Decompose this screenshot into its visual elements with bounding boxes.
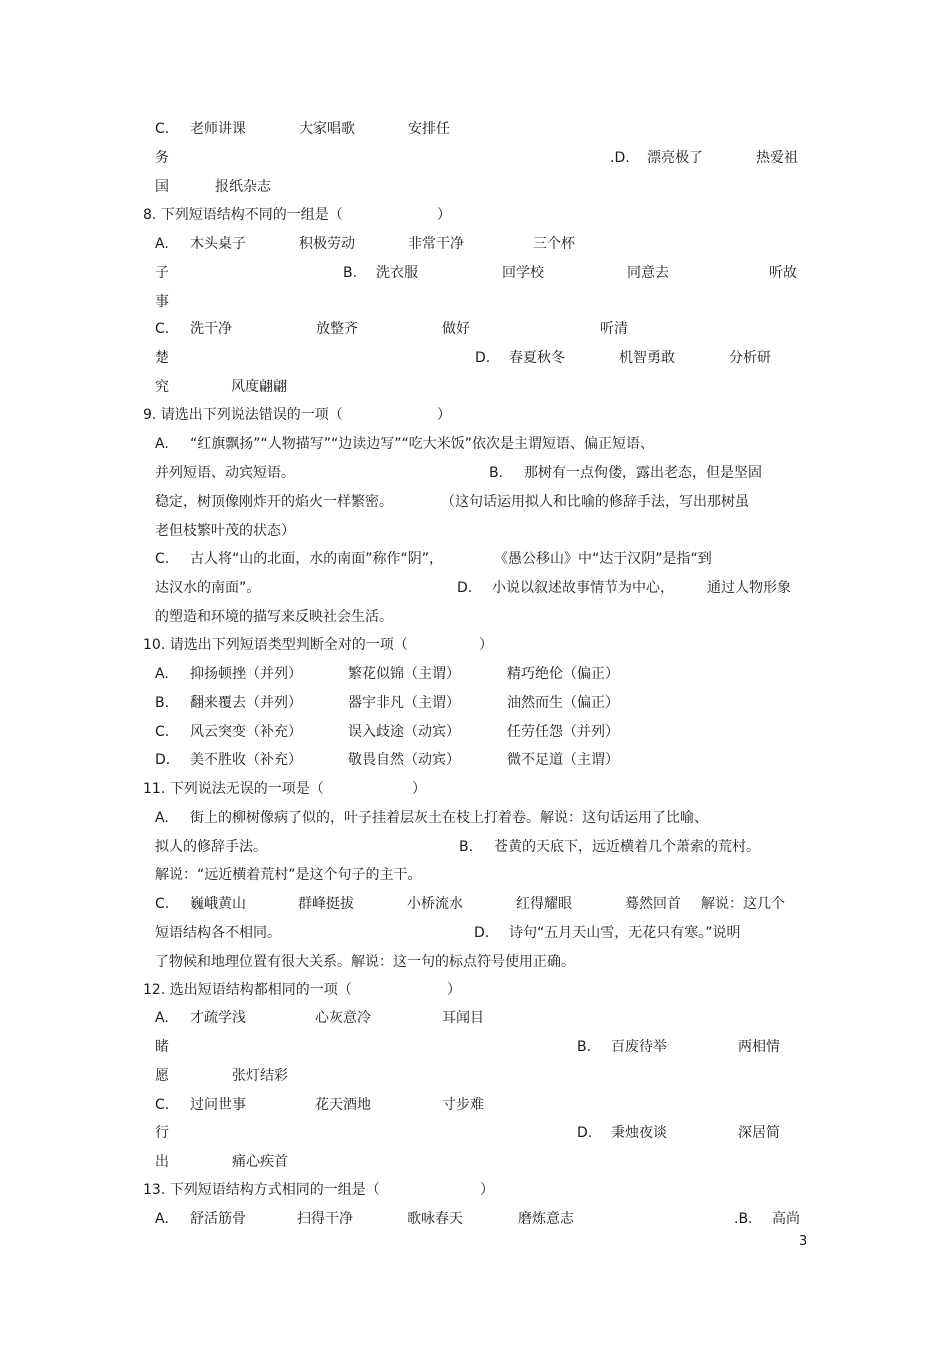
text-l09-seg-3: 春夏秋冬 bbox=[509, 350, 565, 366]
text-l14-seg-1: 稳定，树顶像刚炸开的焰火一样繁密。 bbox=[155, 494, 393, 510]
text-l22-seg-3: 误入歧途（动宾） bbox=[348, 724, 460, 740]
text-l10-seg-2: 风度翩翩 bbox=[231, 379, 287, 395]
text-l09-seg-2: D. bbox=[475, 350, 491, 366]
text-l08-seg-5: 听清 bbox=[600, 321, 628, 337]
text-l06-seg-4: 回学校 bbox=[502, 265, 544, 281]
text-l14-seg-2: （这句话运用拟人和比喻的修辞手法，写出那树虽 bbox=[441, 494, 749, 510]
text-l23-seg-2: 美不胜收（补充） bbox=[190, 752, 302, 768]
text-l02-seg-1: 务 bbox=[155, 150, 169, 166]
text-l35-seg-2: 过问世事 bbox=[190, 1097, 246, 1113]
text-l33-seg-1: 睹 bbox=[155, 1039, 169, 1055]
text-l39-seg-3: 扫得干净 bbox=[297, 1211, 353, 1227]
text-l13-seg-2: B. bbox=[489, 465, 504, 481]
text-l02-seg-4: 热爱祖 bbox=[756, 150, 798, 166]
text-l03-seg-2: 报纸杂志 bbox=[215, 179, 271, 195]
text-l22-seg-2: 风云突变（补充） bbox=[190, 724, 302, 740]
text-l36-seg-2: D. bbox=[577, 1125, 593, 1141]
text-l09-seg-4: 机智勇敢 bbox=[619, 350, 675, 366]
text-l21-seg-3: 器宇非凡（主谓） bbox=[348, 695, 460, 711]
text-l08-seg-4: 做好 bbox=[442, 321, 470, 337]
text-l37-seg-1: 出 bbox=[155, 1154, 169, 1170]
text-l28-seg-6: 蓦然回首 bbox=[625, 896, 681, 912]
text-l17-seg-4: 通过人物形象 bbox=[707, 580, 791, 596]
text-l20-seg-2: 抑扬顿挫（并列） bbox=[190, 666, 302, 682]
text-l21-seg-4: 油然而生（偏正） bbox=[507, 695, 619, 711]
text-l37-seg-2: 痛心疾首 bbox=[232, 1154, 288, 1170]
text-l27-seg-1: 解说：“远近横着荒村”是这个句子的主干。 bbox=[155, 867, 422, 883]
text-l15-seg-1: 老但枝繁叶茂的状态） bbox=[155, 523, 295, 539]
text-l28-seg-5: 红得耀眼 bbox=[516, 896, 572, 912]
text-l34-seg-2: 张灯结彩 bbox=[232, 1068, 288, 1084]
text-l38-seg-2: ） bbox=[480, 1182, 494, 1198]
text-l28-seg-7: 解说：这几个 bbox=[701, 896, 785, 912]
text-l29-seg-3: 诗句“五月天山雪，无花只有寒。”说明 bbox=[509, 925, 741, 941]
text-l35-seg-4: 寸步难 bbox=[442, 1097, 484, 1113]
text-l01-seg-3: 大家唱歌 bbox=[299, 121, 355, 137]
text-l10-seg-1: 究 bbox=[155, 379, 169, 395]
text-l17-seg-3: 小说以叙述故事情节为中心， bbox=[492, 580, 674, 596]
text-l32-seg-3: 心灰意冷 bbox=[315, 1010, 371, 1026]
text-l17-seg-1: 达汉水的南面”。 bbox=[155, 580, 261, 596]
text-l28-seg-2: 巍峨黄山 bbox=[190, 896, 246, 912]
text-l38-seg-1: 13. 下列短语结构方式相同的一组是（ bbox=[143, 1182, 380, 1198]
text-l35-seg-1: C. bbox=[155, 1097, 170, 1113]
text-l24-seg-1: 11. 下列说法无误的一项是（ bbox=[143, 781, 324, 797]
text-l20-seg-4: 精巧绝伦（偏正） bbox=[507, 666, 619, 682]
text-l23-seg-1: D. bbox=[155, 752, 171, 768]
text-l26-seg-3: 苍黄的天底下，远近横着几个萧索的荒村。 bbox=[494, 839, 760, 855]
text-l24-seg-2: ） bbox=[412, 781, 426, 797]
text-l39-seg-7: 高尚 bbox=[772, 1211, 800, 1227]
text-l33-seg-3: 百废待举 bbox=[611, 1039, 667, 1055]
text-l23-seg-3: 敬畏自然（动宾） bbox=[348, 752, 460, 768]
text-l01-seg-4: 安排任 bbox=[408, 121, 450, 137]
text-l39-seg-5: 磨炼意志 bbox=[518, 1211, 574, 1227]
text-l30-seg-1: 了物候和地理位置有很大关系。解说：这一句的标点符号使用正确。 bbox=[155, 954, 575, 970]
text-l04-seg-2: ） bbox=[437, 207, 451, 223]
text-l01-seg-1: C. bbox=[155, 121, 170, 137]
text-l28-seg-4: 小桥流水 bbox=[407, 896, 463, 912]
text-l33-seg-4: 两相情 bbox=[738, 1039, 780, 1055]
text-l22-seg-1: C. bbox=[155, 724, 170, 740]
text-l09-seg-5: 分析研 bbox=[729, 350, 771, 366]
text-l32-seg-4: 耳闻目 bbox=[442, 1010, 484, 1026]
text-l11-seg-1: 9. 请选出下列说法错误的一项（ bbox=[143, 407, 343, 423]
text-l26-seg-2: B. bbox=[459, 839, 474, 855]
text-l05-seg-3: 积极劳动 bbox=[299, 236, 355, 252]
text-l19-seg-2: ） bbox=[479, 637, 493, 653]
text-l36-seg-1: 行 bbox=[155, 1125, 169, 1141]
text-l29-seg-2: D. bbox=[474, 925, 490, 941]
text-l20-seg-3: 繁花似锦（主谓） bbox=[348, 666, 460, 682]
text-l16-seg-1: C. bbox=[155, 551, 170, 567]
text-l20-seg-1: A. bbox=[155, 666, 169, 682]
text-l12-seg-2: “红旗飘扬”“人物描写”“边读边写”“吃大米饭”依次是主谓短语、偏正短语、 bbox=[190, 436, 655, 452]
text-l36-seg-4: 深居简 bbox=[738, 1125, 780, 1141]
text-l12-seg-1: A. bbox=[155, 436, 169, 452]
text-l31-seg-1: 12. 选出短语结构都相同的一项（ bbox=[143, 982, 352, 998]
text-l13-seg-3: 那树有一点佝偻，露出老态，但是坚固 bbox=[524, 465, 762, 481]
text-l05-seg-4: 非常干净 bbox=[408, 236, 464, 252]
text-l23-seg-4: 微不足道（主谓） bbox=[507, 752, 619, 768]
text-l13-seg-1: 并列短语、动宾短语。 bbox=[155, 465, 295, 481]
text-l39-seg-6: .B. bbox=[734, 1211, 753, 1227]
text-l16-seg-2: 古人将“山的北面，水的南面”称作“阴”， bbox=[190, 551, 444, 567]
text-l35-seg-3: 花天酒地 bbox=[315, 1097, 371, 1113]
text-l16-seg-3: 《愚公移山》中“达于汉阴”是指“到 bbox=[494, 551, 712, 567]
text-l19-seg-1: 10. 请选出下列短语类型判断全对的一项（ bbox=[143, 637, 408, 653]
text-l32-seg-1: A. bbox=[155, 1010, 169, 1026]
text-l26-seg-1: 拟人的修辞手法。 bbox=[155, 839, 267, 855]
text-l05-seg-5: 三个杯 bbox=[533, 236, 575, 252]
text-l31-seg-2: ） bbox=[447, 982, 461, 998]
text-l06-seg-6: 听故 bbox=[769, 265, 797, 281]
text-l33-seg-2: B. bbox=[577, 1039, 592, 1055]
text-l28-seg-1: C. bbox=[155, 896, 170, 912]
text-l06-seg-2: B. bbox=[343, 265, 358, 281]
text-l39-seg-2: 舒活筋骨 bbox=[190, 1211, 246, 1227]
text-l02-seg-3: 漂亮极了 bbox=[647, 150, 703, 166]
text-l28-seg-3: 群峰挺拔 bbox=[298, 896, 354, 912]
text-l05-seg-2: 木头桌子 bbox=[190, 236, 246, 252]
text-l36-seg-3: 秉烛夜谈 bbox=[611, 1125, 667, 1141]
text-l04-seg-1: 8. 下列短语结构不同的一组是（ bbox=[143, 207, 343, 223]
text-l21-seg-1: B. bbox=[155, 695, 170, 711]
text-l18-seg-1: 的塑造和环境的描写来反映社会生活。 bbox=[155, 609, 393, 625]
text-l01-seg-2: 老师讲课 bbox=[190, 121, 246, 137]
text-l39-seg-4: 歌咏春天 bbox=[407, 1211, 463, 1227]
text-l05-seg-1: A. bbox=[155, 236, 169, 252]
text-l03-seg-1: 国 bbox=[155, 179, 169, 195]
text-l06-seg-5: 同意去 bbox=[627, 265, 669, 281]
page-number: 3 bbox=[799, 1234, 808, 1249]
text-l02-seg-2: .D. bbox=[610, 150, 630, 166]
text-l08-seg-3: 放整齐 bbox=[316, 321, 358, 337]
text-l11-seg-2: ） bbox=[437, 407, 451, 423]
text-l25-seg-1: A. bbox=[155, 810, 169, 826]
text-l21-seg-2: 翻来覆去（并列） bbox=[190, 695, 302, 711]
text-l17-seg-2: D. bbox=[457, 580, 473, 596]
text-l08-seg-1: C. bbox=[155, 321, 170, 337]
text-l39-seg-1: A. bbox=[155, 1211, 169, 1227]
text-l22-seg-4: 任劳任怨（并列） bbox=[507, 724, 619, 740]
text-l06-seg-3: 洗衣服 bbox=[376, 265, 418, 281]
text-l34-seg-1: 愿 bbox=[155, 1068, 169, 1084]
text-l06-seg-1: 子 bbox=[155, 265, 169, 281]
text-l08-seg-2: 洗干净 bbox=[190, 321, 232, 337]
text-l09-seg-1: 楚 bbox=[155, 350, 169, 366]
text-l29-seg-1: 短语结构各不相同。 bbox=[155, 925, 281, 941]
text-l25-seg-2: 街上的柳树像病了似的，叶子挂着层灰土在枝上打着卷。解说：这句话运用了比喻、 bbox=[190, 810, 708, 826]
text-l07-seg-1: 事 bbox=[155, 294, 169, 310]
text-l32-seg-2: 才疏学浅 bbox=[190, 1010, 246, 1026]
